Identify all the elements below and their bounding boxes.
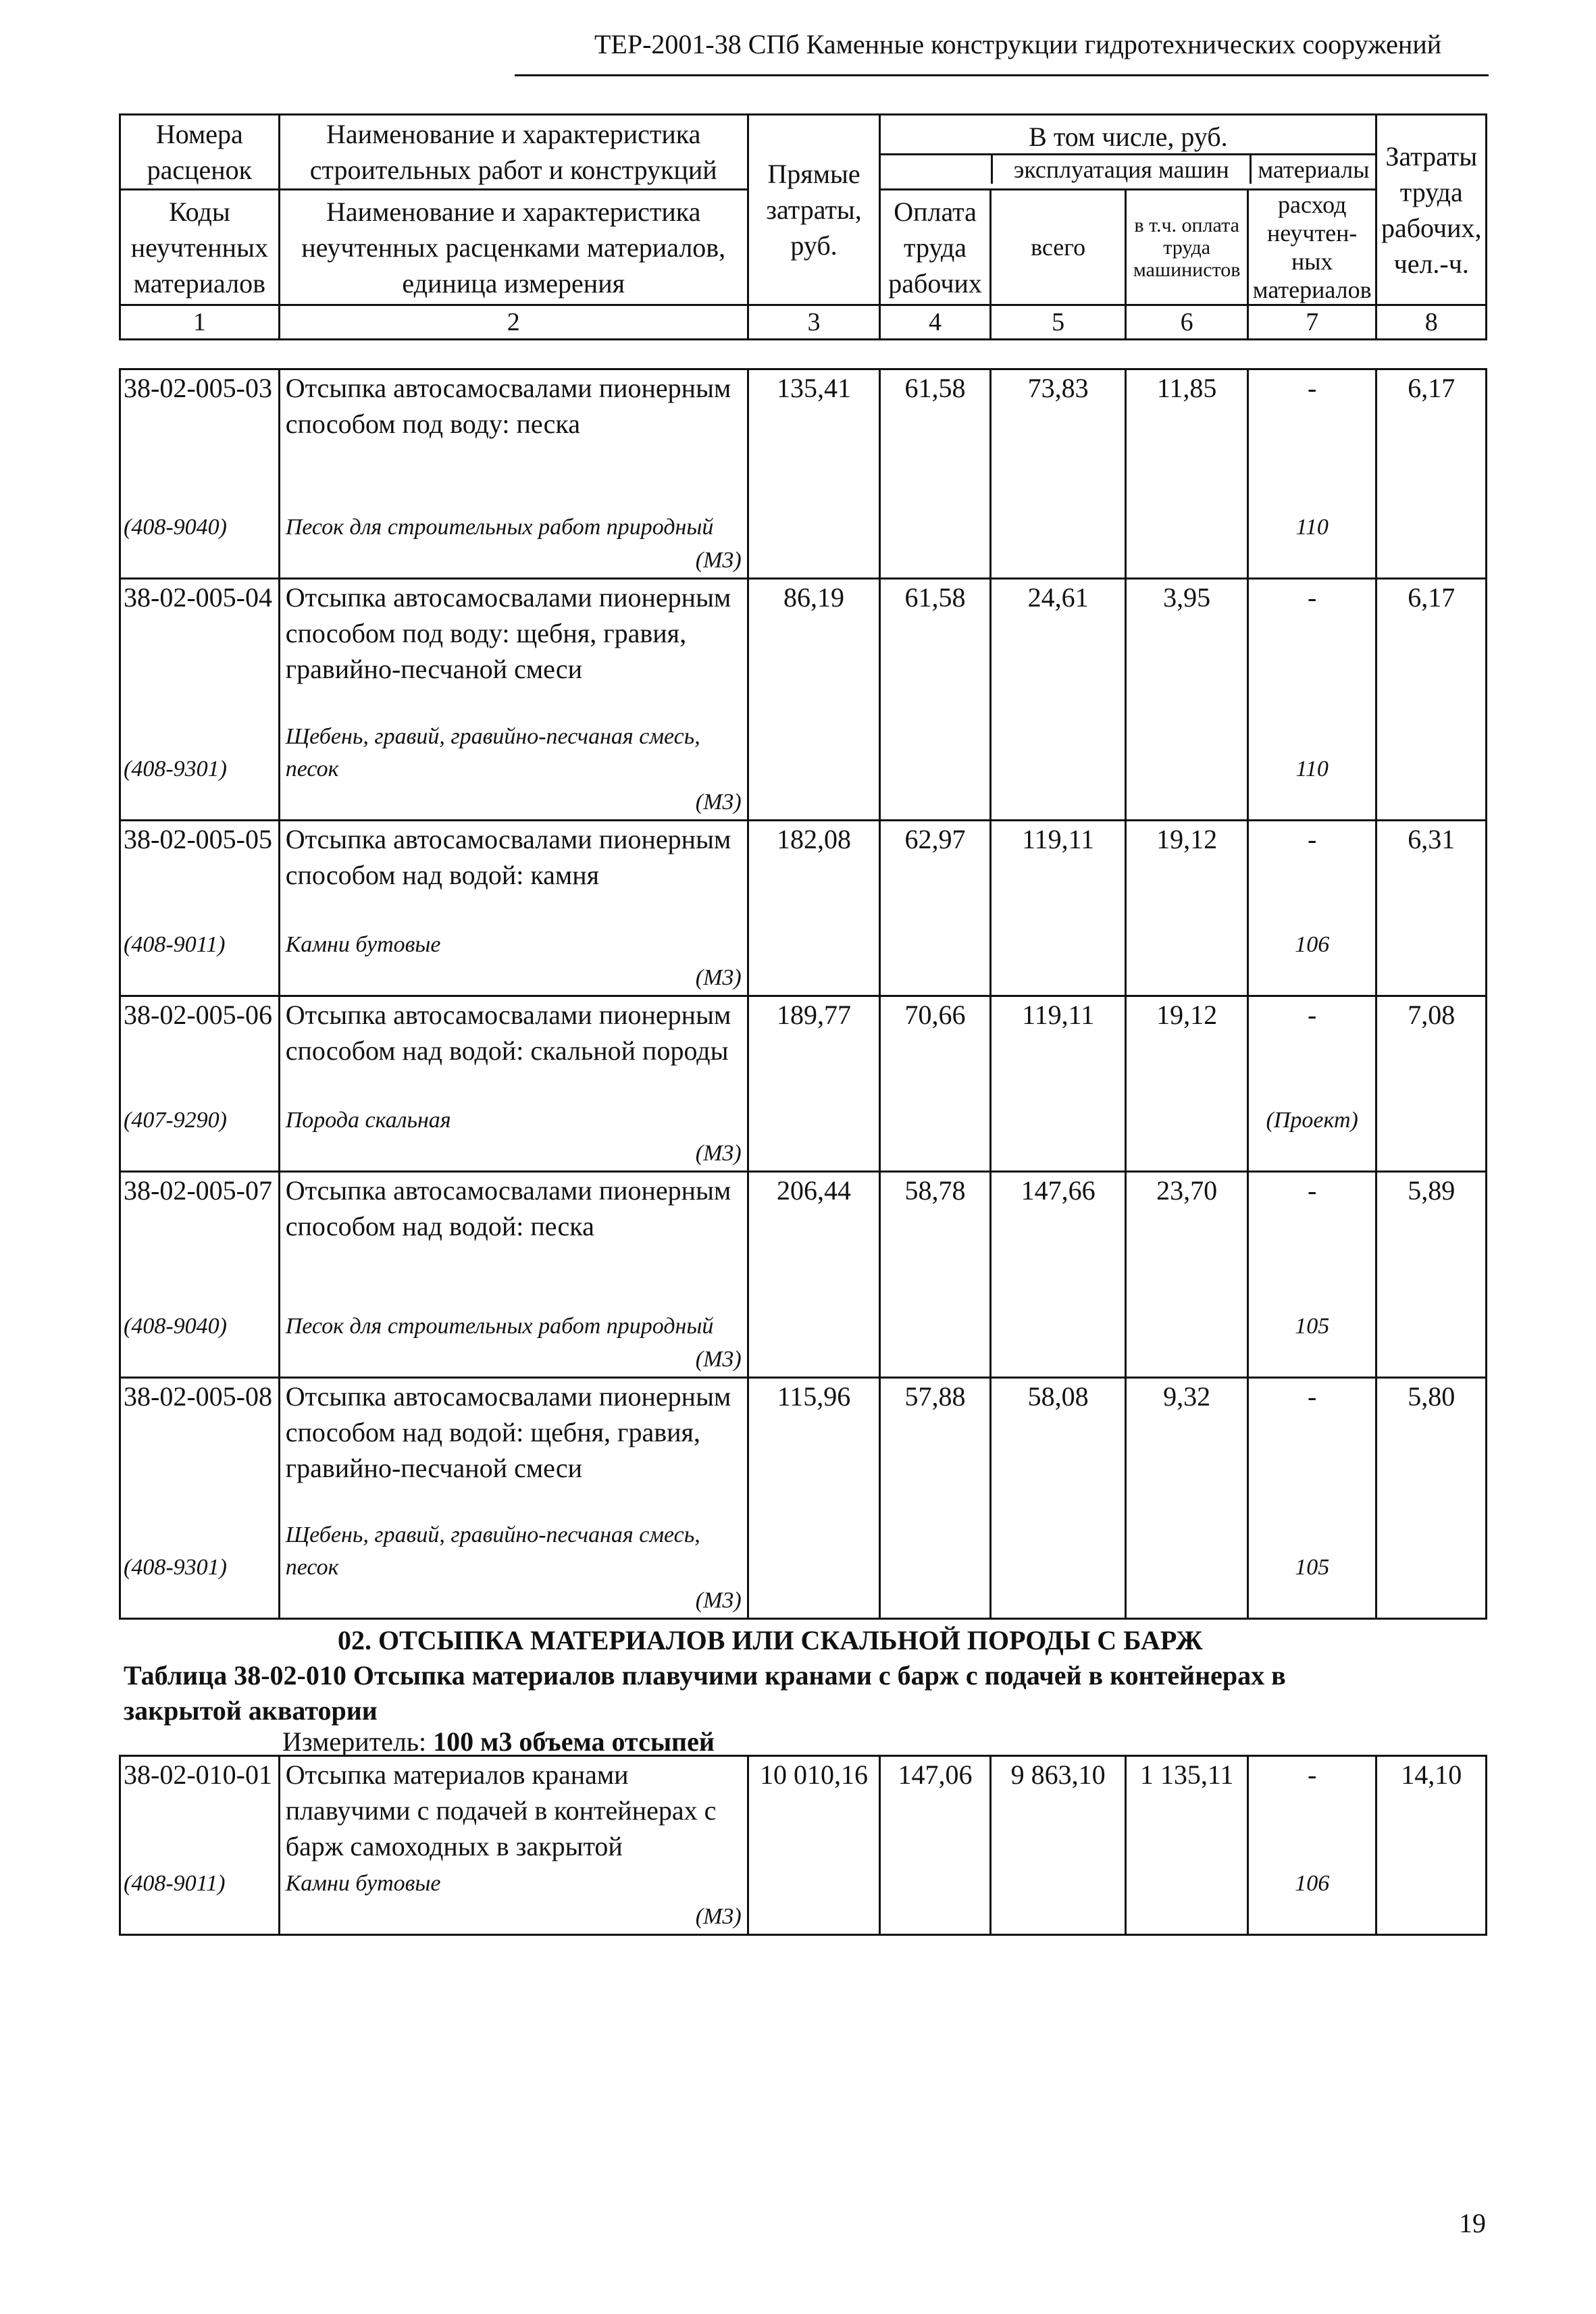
material-name: Порода скальная: [285, 1107, 451, 1133]
table-row: [120, 1171, 1487, 1279]
machine-labor-cost: 9,32: [1126, 1377, 1248, 1519]
empty-cell: [748, 471, 880, 579]
material-unit: (М3): [695, 789, 742, 815]
measure-label: Измеритель:: [282, 1726, 427, 1757]
empty-cell: [1376, 721, 1487, 821]
incl-label: В том числе, руб.: [881, 121, 1375, 155]
col-labor-header: Оплата труда рабочих: [880, 190, 990, 305]
material-rate-cell: [1247, 928, 1376, 996]
direct-cost: 135,41: [748, 369, 880, 471]
material-unit: (М3): [695, 1140, 742, 1166]
machine-cost: 24,61: [990, 579, 1126, 721]
machine-labor-cost: 1 135,11: [1126, 1756, 1248, 1868]
material-consumption: -: [1247, 996, 1376, 1104]
material-cell: [279, 1104, 748, 1171]
empty-cell: [990, 721, 1126, 821]
material-name: Камни бутовые: [285, 931, 441, 957]
material-rate-cell: [1247, 471, 1376, 579]
labor-cost: 61,58: [880, 369, 990, 471]
labor-cost: 57,88: [880, 1377, 990, 1519]
col-name-header: Наименование и характеристика строительных работ и конструкций: [279, 115, 748, 190]
material-rate-cell: [1247, 1104, 1376, 1171]
rates-table-2: [119, 1755, 1487, 1936]
empty-cell: [990, 471, 1126, 579]
material-rate-cell: [1247, 1279, 1376, 1377]
material-unit: (М3): [695, 1904, 742, 1929]
empty-cell: [1126, 1519, 1248, 1619]
material-row: [120, 1279, 1487, 1377]
rates-table: [119, 368, 1487, 1620]
materials-label: материалы: [1258, 155, 1370, 183]
material-unit: (М3): [695, 1346, 742, 1372]
table-title: Таблица 38-02-010 Отсыпка материалов плавучими кранами с барж с подачей в контейнерах в закрытой акватории: [124, 1660, 1286, 1726]
empty-cell: [1126, 1868, 1248, 1935]
direct-cost: 86,19: [748, 579, 880, 721]
material-rate: 110: [1295, 515, 1329, 540]
labor-hours: 14,10: [1376, 1756, 1487, 1868]
empty-cell: [880, 1104, 990, 1171]
material-code: [120, 1104, 280, 1171]
machine-cost: 119,11: [990, 820, 1126, 928]
work-name: Отсыпка автосамосвалами пионерным способом под воду: песка: [279, 369, 748, 471]
empty-cell: [880, 1519, 990, 1619]
col-codes-header: Номера расценок: [120, 115, 280, 190]
empty-cell: [990, 1279, 1126, 1377]
material-name: Щебень, гравий, гравийно-песчаная смесь, песок: [285, 723, 700, 781]
empty-cell: [1126, 471, 1248, 579]
material-code: [120, 471, 280, 579]
table-row: [120, 579, 1487, 721]
measure-value: 100 м3 объема отсыпей: [433, 1726, 715, 1757]
material-cell: [279, 471, 748, 579]
empty-cell: [880, 1868, 990, 1935]
material-code-text: (408-9040): [124, 515, 227, 540]
labor-hours: 6,31: [1376, 820, 1487, 928]
material-row: [120, 471, 1487, 579]
empty-cell: [880, 1279, 990, 1377]
work-name: Отсыпка материалов кранами плавучими с подачей в контейнерах с барж самоходных в закрытой: [279, 1756, 748, 1868]
material-unit: (М3): [695, 548, 742, 573]
labor-cost: 147,06: [880, 1756, 990, 1868]
labor-hours: 6,17: [1376, 369, 1487, 471]
empty-cell: [748, 1279, 880, 1377]
col-number: 3: [748, 305, 880, 340]
page-number: 19: [1459, 2208, 1486, 2238]
machine-labor-cost: 19,12: [1126, 820, 1248, 928]
material-rate: (Проект): [1266, 1107, 1358, 1133]
material-code-text: (408-9011): [124, 1871, 226, 1896]
table-row: [120, 1377, 1487, 1519]
rate-code: 38-02-005-05: [120, 820, 280, 928]
empty-cell: [990, 1104, 1126, 1171]
material-code-text: (408-9040): [124, 1313, 227, 1339]
machine-labor-cost: 3,95: [1126, 579, 1248, 721]
document-header-title: ТЕР-2001-38 СПб Каменные конструкции гидротехнических сооружений: [594, 29, 1442, 59]
material-code: [120, 928, 280, 996]
machines-label: эксплуатация машин: [993, 155, 1252, 184]
labor-hours: 7,08: [1376, 996, 1487, 1104]
empty-cell: [1376, 1519, 1487, 1619]
col-machine-total-header: всего: [990, 190, 1126, 305]
labor-hours: 5,80: [1376, 1377, 1487, 1519]
header-rule: [515, 74, 1489, 76]
material-row: [120, 928, 1487, 996]
empty-cell: [990, 1519, 1126, 1619]
material-rate: 106: [1295, 1871, 1330, 1896]
material-rate: 106: [1295, 931, 1330, 957]
machine-cost: 73,83: [990, 369, 1126, 471]
material-consumption: -: [1247, 1171, 1376, 1279]
work-name: Отсыпка автосамосвалами пионерным способом под воду: щебня, гравия, гравийно-песчаной смеси: [279, 579, 748, 721]
empty-cell: [748, 1868, 880, 1935]
col-hours-header: Затраты труда рабочих, чел.-ч.: [1376, 115, 1487, 305]
material-consumption: -: [1247, 579, 1376, 721]
labor-cost: 61,58: [880, 579, 990, 721]
direct-cost: 189,77: [748, 996, 880, 1104]
labor-hours: 5,89: [1376, 1171, 1487, 1279]
material-rate: 105: [1295, 1313, 1330, 1339]
material-cell: [279, 1279, 748, 1377]
empty-cell: [1376, 928, 1487, 996]
material-consumption: -: [1247, 1756, 1376, 1868]
labor-hours: 6,17: [1376, 579, 1487, 721]
material-code-text: (408-9011): [124, 931, 226, 957]
machine-labor-cost: 11,85: [1126, 369, 1248, 471]
direct-cost: 10 010,16: [748, 1756, 880, 1868]
material-name: Песок для строительных работ природный: [285, 1313, 714, 1339]
material-name: Камни бутовые: [285, 1871, 441, 1896]
col-number: 5: [990, 305, 1126, 340]
material-code-text: (407-9290): [124, 1107, 227, 1133]
col-incl-header: [880, 115, 1376, 190]
empty-cell: [748, 1519, 880, 1619]
table-header: [119, 113, 1487, 340]
material-consumption: -: [1247, 369, 1376, 471]
rate-code: 38-02-010-01: [120, 1756, 280, 1868]
material-rate-cell: [1247, 1868, 1376, 1935]
direct-cost: 182,08: [748, 820, 880, 928]
empty-cell: [748, 928, 880, 996]
labor-cost: 62,97: [880, 820, 990, 928]
empty-cell: [748, 1104, 880, 1171]
material-code: [120, 1279, 280, 1377]
material-row: [120, 721, 1487, 821]
material-row: [120, 1104, 1487, 1171]
machine-cost: 147,66: [990, 1171, 1126, 1279]
material-rate: 110: [1295, 756, 1329, 781]
section-title: 02. ОТСЫПКА МАТЕРИАЛОВ ИЛИ СКАЛЬНОЙ ПОРОДЫ С БАРЖ: [338, 1625, 1203, 1655]
machine-labor-cost: 19,12: [1126, 996, 1248, 1104]
col-number: 6: [1126, 305, 1248, 340]
empty-cell: [1376, 1104, 1487, 1171]
machine-cost: 9 863,10: [990, 1756, 1126, 1868]
material-rate: 105: [1295, 1555, 1330, 1580]
col-material-codes-header: Коды неучтенных материалов: [120, 190, 280, 305]
table-row: [120, 996, 1487, 1104]
col-machine-labor-header: в т.ч. оплата труда машинистов: [1126, 190, 1248, 305]
material-code: [120, 721, 280, 821]
table-row: [120, 1756, 1487, 1868]
material-code-text: (408-9301): [124, 756, 227, 781]
rate-code: 38-02-005-06: [120, 996, 280, 1104]
material-name: Щебень, гравий, гравийно-песчаная смесь, песок: [285, 1522, 700, 1580]
labor-cost: 70,66: [880, 996, 990, 1104]
measure-line: [282, 1726, 715, 1757]
rate-code: 38-02-005-03: [120, 369, 280, 471]
material-rate-cell: [1247, 1519, 1376, 1619]
material-code: [120, 1868, 280, 1935]
col-materials-header: расход неучтен-ных материалов: [1247, 190, 1376, 305]
material-unit: (М3): [695, 1588, 742, 1613]
col-material-name-header: Наименование и характеристика неучтенных расценками материалов, единица измерения: [279, 190, 748, 305]
work-name: Отсыпка автосамосвалами пионерным способом над водой: щебня, гравия, гравийно-песчаной смеси: [279, 1377, 748, 1519]
col-direct-header: Прямые затраты, руб.: [748, 115, 880, 305]
rate-code: 38-02-005-08: [120, 1377, 280, 1519]
material-cell: [279, 721, 748, 821]
material-code-text: (408-9301): [124, 1555, 227, 1580]
material-row: [120, 1519, 1487, 1619]
work-name: Отсыпка автосамосвалами пионерным способом над водой: песка: [279, 1171, 748, 1279]
rate-code: 38-02-005-07: [120, 1171, 280, 1279]
empty-cell: [1376, 1279, 1487, 1377]
machine-labor-cost: 23,70: [1126, 1171, 1248, 1279]
rate-code: 38-02-005-04: [120, 579, 280, 721]
work-name: Отсыпка автосамосвалами пионерным способом над водой: скальной породы: [279, 996, 748, 1104]
table-row: [120, 820, 1487, 928]
material-code: [120, 1519, 280, 1619]
col-number: 8: [1376, 305, 1487, 340]
col-number: 4: [880, 305, 990, 340]
material-cell: [279, 1868, 748, 1935]
empty-cell: [1126, 928, 1248, 996]
direct-cost: 206,44: [748, 1171, 880, 1279]
col-number: 2: [279, 305, 748, 340]
table-row: [120, 369, 1487, 471]
material-name: Песок для строительных работ природный: [285, 515, 714, 540]
col-number: 7: [1247, 305, 1376, 340]
empty-cell: [1126, 1279, 1248, 1377]
material-consumption: -: [1247, 1377, 1376, 1519]
work-name: Отсыпка автосамосвалами пионерным способом над водой: камня: [279, 820, 748, 928]
material-rate-cell: [1247, 721, 1376, 821]
empty-cell: [1376, 1868, 1487, 1935]
machine-cost: 58,08: [990, 1377, 1126, 1519]
empty-cell: [748, 721, 880, 821]
material-unit: (М3): [695, 965, 742, 990]
material-cell: [279, 928, 748, 996]
empty-cell: [1126, 721, 1248, 821]
empty-cell: [880, 471, 990, 579]
material-row: [120, 1868, 1487, 1935]
direct-cost: 115,96: [748, 1377, 880, 1519]
empty-cell: [1126, 1104, 1248, 1171]
empty-cell: [1376, 471, 1487, 579]
empty-cell: [880, 928, 990, 996]
labor-cost: 58,78: [880, 1171, 990, 1279]
machine-cost: 119,11: [990, 996, 1126, 1104]
material-cell: [279, 1519, 748, 1619]
empty-cell: [990, 1868, 1126, 1935]
col-number: 1: [120, 305, 280, 340]
empty-cell: [880, 721, 990, 821]
empty-cell: [990, 928, 1126, 996]
material-consumption: -: [1247, 820, 1376, 928]
